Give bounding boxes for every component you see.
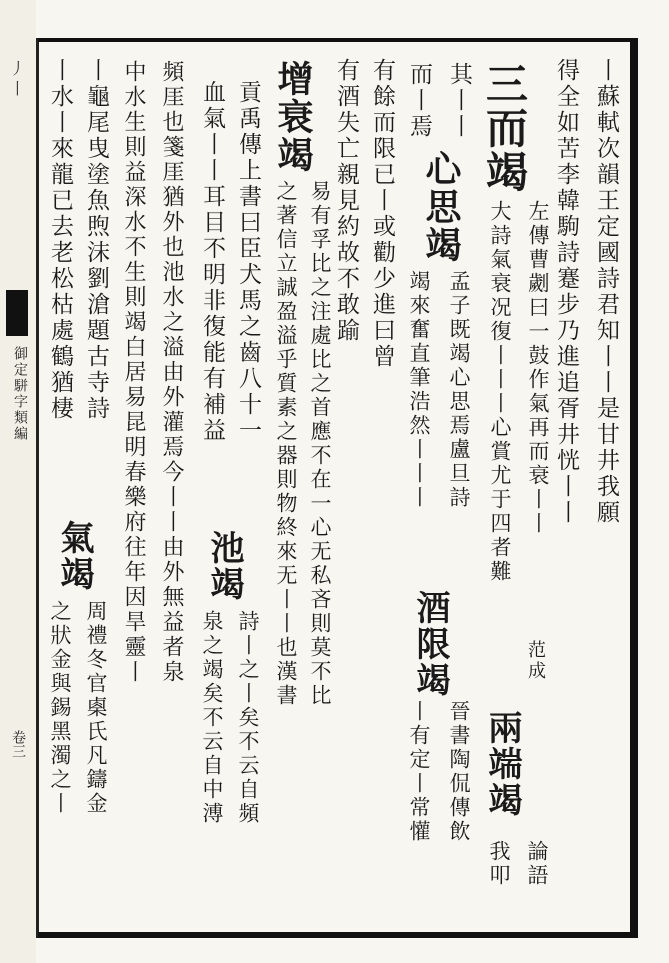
column-5-note: 竭來奮直筆浩然丨丨丨 [407, 270, 431, 510]
column-4a: 其丨丨 [446, 62, 472, 140]
edge-book-title: 御定駢字類編 [12, 346, 28, 442]
column-2: 得全如苦李韓駒詩蹇步乃進追胥井恍丨丨 [553, 58, 579, 526]
column-8-note: 易有孚比之注處比之首應不在一心无私吝則莫不比 [308, 180, 332, 708]
column-14: 丨龜尾曳塗魚煦沫劉滄題古寺詩 [83, 58, 109, 422]
heading-liang-duan-jie: 兩端竭 [482, 710, 522, 818]
column-15-tail: 之狀金與錫黑濁之丨 [48, 600, 72, 816]
heading-jiu-xian-jie: 酒限竭 [410, 590, 450, 698]
column-5-tail: 晉書陶侃傳飲 [447, 700, 471, 844]
column-9: 之著信立誠盈溢乎質素之器則物終來无丨丨也漢書 [274, 180, 298, 708]
column-10-tail: 詩丨之丨矣不云自頻 [236, 610, 260, 826]
column-13: 中水生則益深水不生則竭白居易昆明春樂府往年因旱靈丨 [121, 60, 146, 685]
heading-qi-jie: 氣竭 [54, 520, 94, 592]
column-5a: 而丨焉 [406, 62, 432, 140]
column-3b-tail: 論語 [525, 840, 549, 888]
column-10: 貢禹傳上書曰臣犬馬之齒八十一 [235, 80, 261, 444]
heading-zeng-shuai-jie: 增衰竭 [272, 60, 313, 174]
column-4-note: 孟子既竭心思焉盧旦詩 [447, 270, 471, 510]
heading-chi-jie: 池竭 [204, 530, 244, 602]
heading-san-er-jie: 三而竭 [480, 62, 529, 194]
page-edge [0, 0, 36, 963]
column-12: 頻厓也箋厓猶外也池水之溢由外灌焉今丨丨由外無益者泉 [159, 60, 184, 685]
edge-glyphs: 丿丨 [7, 60, 26, 100]
column-14-tail: 周禮冬官㮚氏凡鑄金 [84, 600, 108, 816]
edge-page-number: 卷三 [10, 730, 26, 758]
heading-xin-si-jie: 心思竭 [420, 150, 461, 264]
column-5-end: 丨有定丨常懽 [407, 700, 431, 844]
column-3a-tail: 范成 [525, 640, 546, 682]
column-1: 丨蘇軾次韻王定國詩君知丨丨是甘井我願 [593, 58, 619, 526]
column-3b-note: 大詩氣衰况復丨丨丨心賞尤于四者難 [488, 200, 512, 584]
column-7: 有酒失亡親見約故不敢踰 [333, 58, 359, 344]
column-11-tail: 泉之竭矣不云自中溥 [200, 610, 224, 826]
column-3b-end: 我叩 [487, 840, 511, 888]
column-6: 有餘而限已丨或勸少進曰曾 [369, 58, 395, 370]
edge-black-tab [6, 290, 28, 336]
column-11: 血氣丨丨耳目不明非復能有補益 [199, 80, 225, 444]
column-15: 丨水丨來龍已去老松枯處鶴猶棲 [47, 58, 73, 422]
column-3a-note: 左傳曹劌曰一鼓作氣再而衰丨丨 [526, 200, 550, 536]
